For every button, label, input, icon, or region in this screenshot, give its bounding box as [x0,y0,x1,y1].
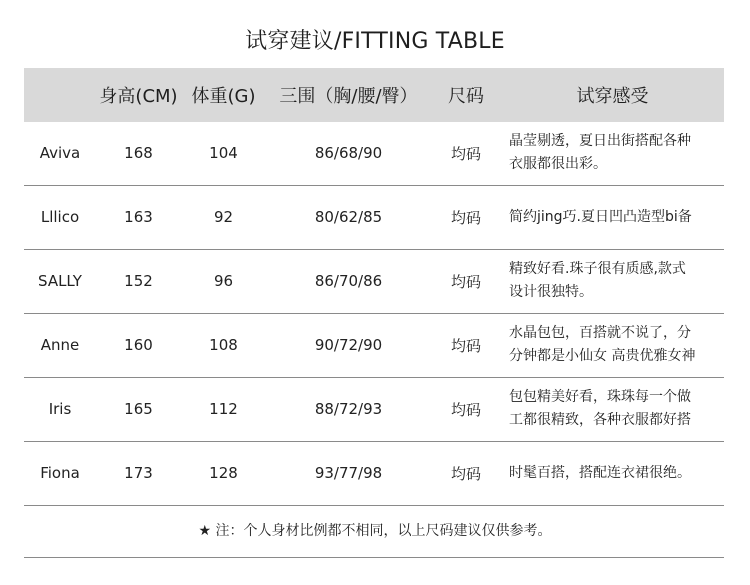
cell-name: Anne [40,336,80,354]
feel-line: 简约jing巧.夏日凹凸造型bi备 [509,208,692,225]
cell-height: 165 [124,400,153,418]
cell-size: 均码 [450,144,481,163]
cell-feel [501,377,724,441]
cell-size: 均码 [450,336,481,355]
cell-measurements: 90/72/90 [314,336,383,354]
cell-name: Aviva [39,144,81,163]
header-name [24,68,96,122]
header-weight: 体重(G) [191,86,256,107]
fitting-table [24,68,724,506]
feel-line: 设计很独特。 [509,284,593,300]
feel-line: 精致好看.珠子很有质感,款式 [509,261,686,277]
cell-measurements: 86/70/86 [314,272,383,290]
cell-feel [501,122,724,185]
table-row [24,441,724,505]
feel-line: 水晶包包，百搭就不说了，分 [509,325,691,341]
header-height: 身高(CM) [99,86,178,107]
cell-size: 均码 [450,208,481,227]
cell-weight: 104 [209,144,238,163]
page-title: 试穿建议/FITTING TABLE [245,29,505,54]
header-feel: 试穿感受 [576,86,649,107]
cell-size: 均码 [450,400,481,419]
feel-line: 时髦百搭，搭配连衣裙很绝。 [509,464,691,481]
cell-weight: 112 [209,400,238,418]
feel-line: 工都很精致，各种衣服都好搭 [509,412,691,428]
table-row [24,185,724,249]
cell-feel [501,313,724,377]
table-row [24,122,724,185]
cell-size: 均码 [450,272,481,291]
cell-name: Lllico [40,208,80,226]
header-size: 尺码 [448,86,484,107]
cell-weight: 96 [213,272,234,290]
feel-line: 晶莹剔透，夏日出街搭配各种 [509,133,691,150]
cell-height: 152 [124,272,153,290]
table-header-row [24,68,724,122]
cell-feel [501,249,724,313]
cell-weight: 128 [209,464,238,482]
table-row [24,377,724,441]
bottom-divider [24,557,724,558]
cell-height: 168 [124,144,153,163]
cell-size: 均码 [450,464,481,483]
cell-name: Iris [48,400,72,418]
cell-height: 163 [124,208,153,226]
cell-weight: 92 [213,208,234,226]
feel-line: 衣服都很出彩。 [509,156,607,173]
cell-measurements: 93/77/98 [314,464,383,482]
cell-measurements: 86/68/90 [314,144,383,163]
table-row [24,313,724,377]
cell-feel [501,185,724,249]
feel-line: 包包精美好看，珠珠每一个做 [509,389,691,405]
cell-height: 173 [124,464,153,482]
footnote: ★ 注：个人身材比例都不相同，以上尺码建议仅供参考。 [198,523,552,539]
table-row [24,249,724,313]
cell-name: SALLY [38,272,82,290]
cell-measurements: 80/62/85 [314,208,383,226]
cell-weight: 108 [209,336,238,354]
cell-feel [501,441,724,505]
cell-height: 160 [124,336,153,354]
feel-line: 分钟都是小仙女 高贵优雅女神 [509,348,696,364]
cell-name: Fiona [40,464,80,482]
header-measurements: 三围（胸/腰/臀） [279,86,418,107]
cell-measurements: 88/72/93 [314,400,383,418]
